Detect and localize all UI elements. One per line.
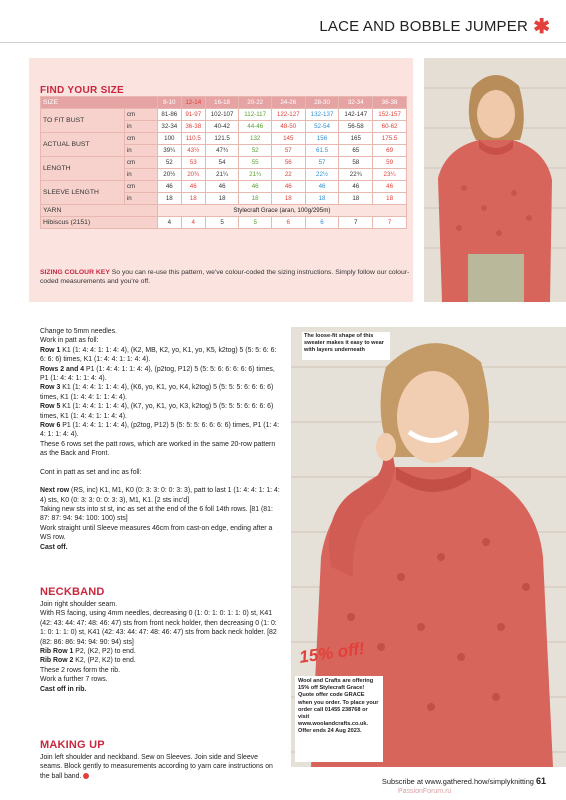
model-photo-top xyxy=(424,58,566,302)
unit-label: cm xyxy=(124,157,157,169)
neckband-heading: NECKBAND xyxy=(40,586,105,598)
making-up-heading: MAKING UP xyxy=(40,739,105,751)
subscribe-text: Subscribe at www.gathered.how/simplyknitting xyxy=(381,777,534,786)
table-cell: 112-117 xyxy=(239,109,271,121)
size-header: 28-30 xyxy=(305,97,339,109)
unit-label: cm xyxy=(124,109,157,121)
table-cell: 47¾ xyxy=(205,145,239,157)
table-row xyxy=(41,97,407,109)
page-footer xyxy=(200,776,546,786)
table-cell: 102-107 xyxy=(205,109,239,121)
size-header: 32-34 xyxy=(339,97,373,109)
table-cell: 18 xyxy=(205,193,239,205)
size-header: 24-26 xyxy=(271,97,305,109)
yarn-value: Stylecraft Grace (aran, 100g/295m) xyxy=(157,205,406,217)
table-cell: 57 xyxy=(305,157,339,169)
table-cell: 132-137 xyxy=(305,109,339,121)
colour-label: Hibiscus (2151) xyxy=(41,217,158,229)
table-cell: 56 xyxy=(271,157,305,169)
table-cell: 165 xyxy=(339,133,373,145)
table-cell: 59 xyxy=(373,157,407,169)
table-row xyxy=(41,181,407,193)
cast-off: Cast off. xyxy=(40,543,68,551)
table-cell: 46 xyxy=(305,181,339,193)
row-label: Row 6 xyxy=(40,422,61,430)
table-cell: 152-157 xyxy=(373,109,407,121)
table-cell: 53 xyxy=(181,157,205,169)
pattern-line: Work a further 7 rows. xyxy=(40,676,108,684)
table-cell: 52 xyxy=(239,145,271,157)
table-cell: 175.5 xyxy=(373,133,407,145)
table-row xyxy=(41,205,407,217)
size-header: 36-38 xyxy=(373,97,407,109)
table-cell: 44-46 xyxy=(239,121,271,133)
table-cell: 22¾ xyxy=(339,169,373,181)
table-cell: 52 xyxy=(157,157,181,169)
table-cell: 20½ xyxy=(157,169,181,181)
pattern-row: Row 5 K1 (1: 4: 4: 1: 1: 4: 4), (K7, yo, K1, yo, K3, k2tog) 5 (5: 5: 5: 6: 6: 6: 6) times, K1 (1: 4: 4: 1: 1: 4: 4). xyxy=(40,403,274,420)
table-cell: 65 xyxy=(339,145,373,157)
size-header: 8-10 xyxy=(157,97,181,109)
pattern-line: Cont in patt as set and inc as foll: xyxy=(40,468,142,476)
unit-label: in xyxy=(124,193,157,205)
sizing-key-text: So you can re-use this pattern, we've colour-coded the sizing instructions. Simply follow our colour-coded measurements and you're off. xyxy=(40,269,410,285)
making-up-text: Join left shoulder and neckband. Sew on Sleeves. Join side and Sleeve seams. Block gently to measurements according to yarn care instructions on the ball band. xyxy=(40,754,273,780)
pattern-line: Change to 5mm needles. xyxy=(40,328,117,335)
measurement-label: SLEEVE LENGTH xyxy=(41,181,125,205)
table-cell: 132 xyxy=(239,133,271,145)
table-cell: 46 xyxy=(181,181,205,193)
table-cell: 61.5 xyxy=(305,145,339,157)
pattern-line: These 6 rows set the patt rows, which are worked in the same 20-row pattern as the Back and Front. xyxy=(40,440,276,458)
row-label: Next row xyxy=(40,487,70,495)
table-cell: 100 xyxy=(157,133,181,145)
size-table xyxy=(40,96,407,229)
sizing-key-label: SIZING COLOUR KEY xyxy=(40,269,110,276)
pattern-row: Row 1 K1 (1: 4: 4: 1: 1: 4: 4), (K2, MB, K2, yo, K1, yo, K5, k2tog) 5 (5: 5: 6: 6: 6: 6: 6) times, K1 (1: 4: 4: 1: 1: 4: 4). xyxy=(40,346,277,364)
offer-title: 15% off! xyxy=(298,638,366,667)
unit-label: cm xyxy=(124,133,157,145)
table-cell: 22 xyxy=(271,169,305,181)
row-label: Row 3 xyxy=(40,384,61,392)
asterisk-icon: ✱ xyxy=(533,16,550,38)
table-cell: 18 xyxy=(305,193,339,205)
pattern-line: These 2 rows form the rib. xyxy=(40,666,121,674)
pattern-row: Rib Row 1 P2, (K2, P2) to end. xyxy=(40,648,136,656)
pattern-line: With RS facing, using 4mm needles, decreasing 0 (1: 0: 1: 0: 1: 1: 0) st, K41 (42: 43: 44: 47: 48: 46: 47) sts from front neck holder, then decreasing 0 (1: 0: 1: 0: 1: 1: 0) st, K41 (42: 43: 44: 47: 48: 46: 47) sts from back neck holder. [82 (82: 86: 86: 94: 94: 90: 94) sts] xyxy=(40,610,277,646)
measurement-label: LENGTH xyxy=(41,157,125,181)
table-cell: 7 xyxy=(339,217,373,229)
table-cell: 4 xyxy=(181,217,205,229)
row-label: Row 5 xyxy=(40,403,61,411)
row-label: Rib Row 1 xyxy=(40,648,74,656)
pattern-line: Join right shoulder seam. xyxy=(40,601,117,608)
table-cell: 142-147 xyxy=(339,109,373,121)
table-cell: 23¼ xyxy=(373,169,407,181)
table-cell: 46 xyxy=(373,181,407,193)
row-label: Rib Row 2 xyxy=(40,657,74,665)
table-cell: 6 xyxy=(271,217,305,229)
cast-off-rib: Cast off in rib. xyxy=(40,685,87,693)
yarn-ball-icon xyxy=(83,773,89,779)
table-cell: 46 xyxy=(205,181,239,193)
table-cell: 4 xyxy=(157,217,181,229)
table-row xyxy=(41,109,407,121)
table-cell: 145 xyxy=(271,133,305,145)
table-cell: 110.5 xyxy=(181,133,205,145)
photo-caption: The loose-fit shape of this sweater makes it easy to wear with layers underneath xyxy=(304,333,384,354)
table-cell: 7 xyxy=(373,217,407,229)
table-cell: 52-54 xyxy=(305,121,339,133)
table-cell: 18 xyxy=(157,193,181,205)
table-cell: 21¼ xyxy=(205,169,239,181)
watermark: PassionForum.ru xyxy=(398,788,452,795)
table-cell: 18 xyxy=(239,193,271,205)
sizing-colour-key xyxy=(40,268,410,286)
table-cell: 46 xyxy=(157,181,181,193)
table-cell: 18 xyxy=(373,193,407,205)
unit-label: cm xyxy=(124,181,157,193)
header-divider xyxy=(0,42,566,43)
pattern-line: Work straight until Sleeve measures 46cm from cast-on edge, ending after a WS row. xyxy=(40,524,273,542)
table-cell: 56-58 xyxy=(339,121,373,133)
table-cell: 46 xyxy=(271,181,305,193)
table-cell: 36-38 xyxy=(181,121,205,133)
measurement-label: TO FIT BUST xyxy=(41,109,125,133)
table-cell: 22½ xyxy=(305,169,339,181)
table-cell: 55 xyxy=(239,157,271,169)
unit-label: in xyxy=(124,121,157,133)
table-cell: 6 xyxy=(305,217,339,229)
table-cell: 122-127 xyxy=(271,109,305,121)
neckband-instructions xyxy=(40,600,280,694)
table-row xyxy=(41,217,407,229)
page-number: 61 xyxy=(535,776,546,786)
table-cell: 57 xyxy=(271,145,305,157)
offer-text: Wool and Crafts are offering 15% off Stylecraft Grace! Quote offer code GRACE when you order. To place your order call 01455 238768 or visit www.woolandcrafts.co.uk. Offer ends 24 Aug 2023. xyxy=(298,678,379,735)
row-label: Rows 2 and 4 xyxy=(40,365,85,373)
table-cell: 91-97 xyxy=(181,109,205,121)
table-cell: 43½ xyxy=(181,145,205,157)
table-cell: 46 xyxy=(239,181,271,193)
pattern-row: Row 6 P1 (1: 4: 4: 1: 1: 4: 4), (p2tog, P12) 5 (5: 5: 5: 6: 6: 6: 6) times, P1 (1: 4: 4: 1: 1: 4: 4). xyxy=(40,422,280,439)
page-header-title: LACE AND BOBBLE JUMPER xyxy=(319,18,528,35)
size-header: 20-22 xyxy=(239,97,271,109)
pattern-instructions xyxy=(40,327,280,552)
pattern-row: Rib Row 2 K2, (P2, K2) to end. xyxy=(40,657,136,665)
table-cell: 32-34 xyxy=(157,121,181,133)
table-cell: 58 xyxy=(339,157,373,169)
table-cell: 39¼ xyxy=(157,145,181,157)
pattern-row: Next row (RS, inc) K1, M1, K0 (0: 3: 3: 0: 0: 3: 3), patt to last 1 (1: 4: 4: 1: 1: 4: 4) sts, K0 (0: 3: 3: 0: 0: 3: 3), M1, K1. [2 sts inc'd] xyxy=(40,487,280,504)
table-cell: 69 xyxy=(373,145,407,157)
table-row xyxy=(41,133,407,145)
unit-label: in xyxy=(124,145,157,157)
table-cell: 20¾ xyxy=(181,169,205,181)
table-cell: 18 xyxy=(271,193,305,205)
yarn-label: YARN xyxy=(41,205,158,217)
table-cell: 21¾ xyxy=(239,169,271,181)
size-label: SIZE xyxy=(41,97,158,109)
table-cell: 18 xyxy=(181,193,205,205)
find-your-size-heading: FIND YOUR SIZE xyxy=(40,85,125,96)
size-header: 16-18 xyxy=(205,97,239,109)
table-cell: 5 xyxy=(239,217,271,229)
table-cell: 48-50 xyxy=(271,121,305,133)
table-cell: 60-62 xyxy=(373,121,407,133)
measurement-label: ACTUAL BUST xyxy=(41,133,125,157)
table-cell: 18 xyxy=(339,193,373,205)
table-cell: 5 xyxy=(205,217,239,229)
pattern-row: Rows 2 and 4 P1 (1: 4: 4: 1: 1: 4: 4), (p2tog, P12) 5 (5: 5: 6: 6: 6: 6: 6) times, P1 (1: 4: 4: 1: 1: 4: 4). xyxy=(40,365,275,383)
table-cell: 54 xyxy=(205,157,239,169)
unit-label: in xyxy=(124,169,157,181)
model-illustration xyxy=(424,58,566,302)
table-cell: 40-42 xyxy=(205,121,239,133)
row-label: Row 1 xyxy=(40,346,61,354)
size-header: 12-14 xyxy=(181,97,205,109)
table-cell: 46 xyxy=(339,181,373,193)
pattern-row: Row 3 K1 (1: 4: 4: 1: 1: 4: 4), (K6, yo, K1, yo, K4, k2tog) 5 (5: 5: 5: 6: 6: 6: 6) times, K1 (1: 4: 4: 1: 1: 4: 4). xyxy=(40,384,274,401)
pattern-line: Taking new sts into st st, inc as set at the end of the 6 foll 14th rows. [81 (81: 87: 87: 94: 94: 100: 100) sts] xyxy=(40,505,273,523)
pattern-line: Work in patt as foll: xyxy=(40,337,99,345)
table-cell: 81-86 xyxy=(157,109,181,121)
table-row xyxy=(41,157,407,169)
table-cell: 121.5 xyxy=(205,133,239,145)
table-cell: 156 xyxy=(305,133,339,145)
